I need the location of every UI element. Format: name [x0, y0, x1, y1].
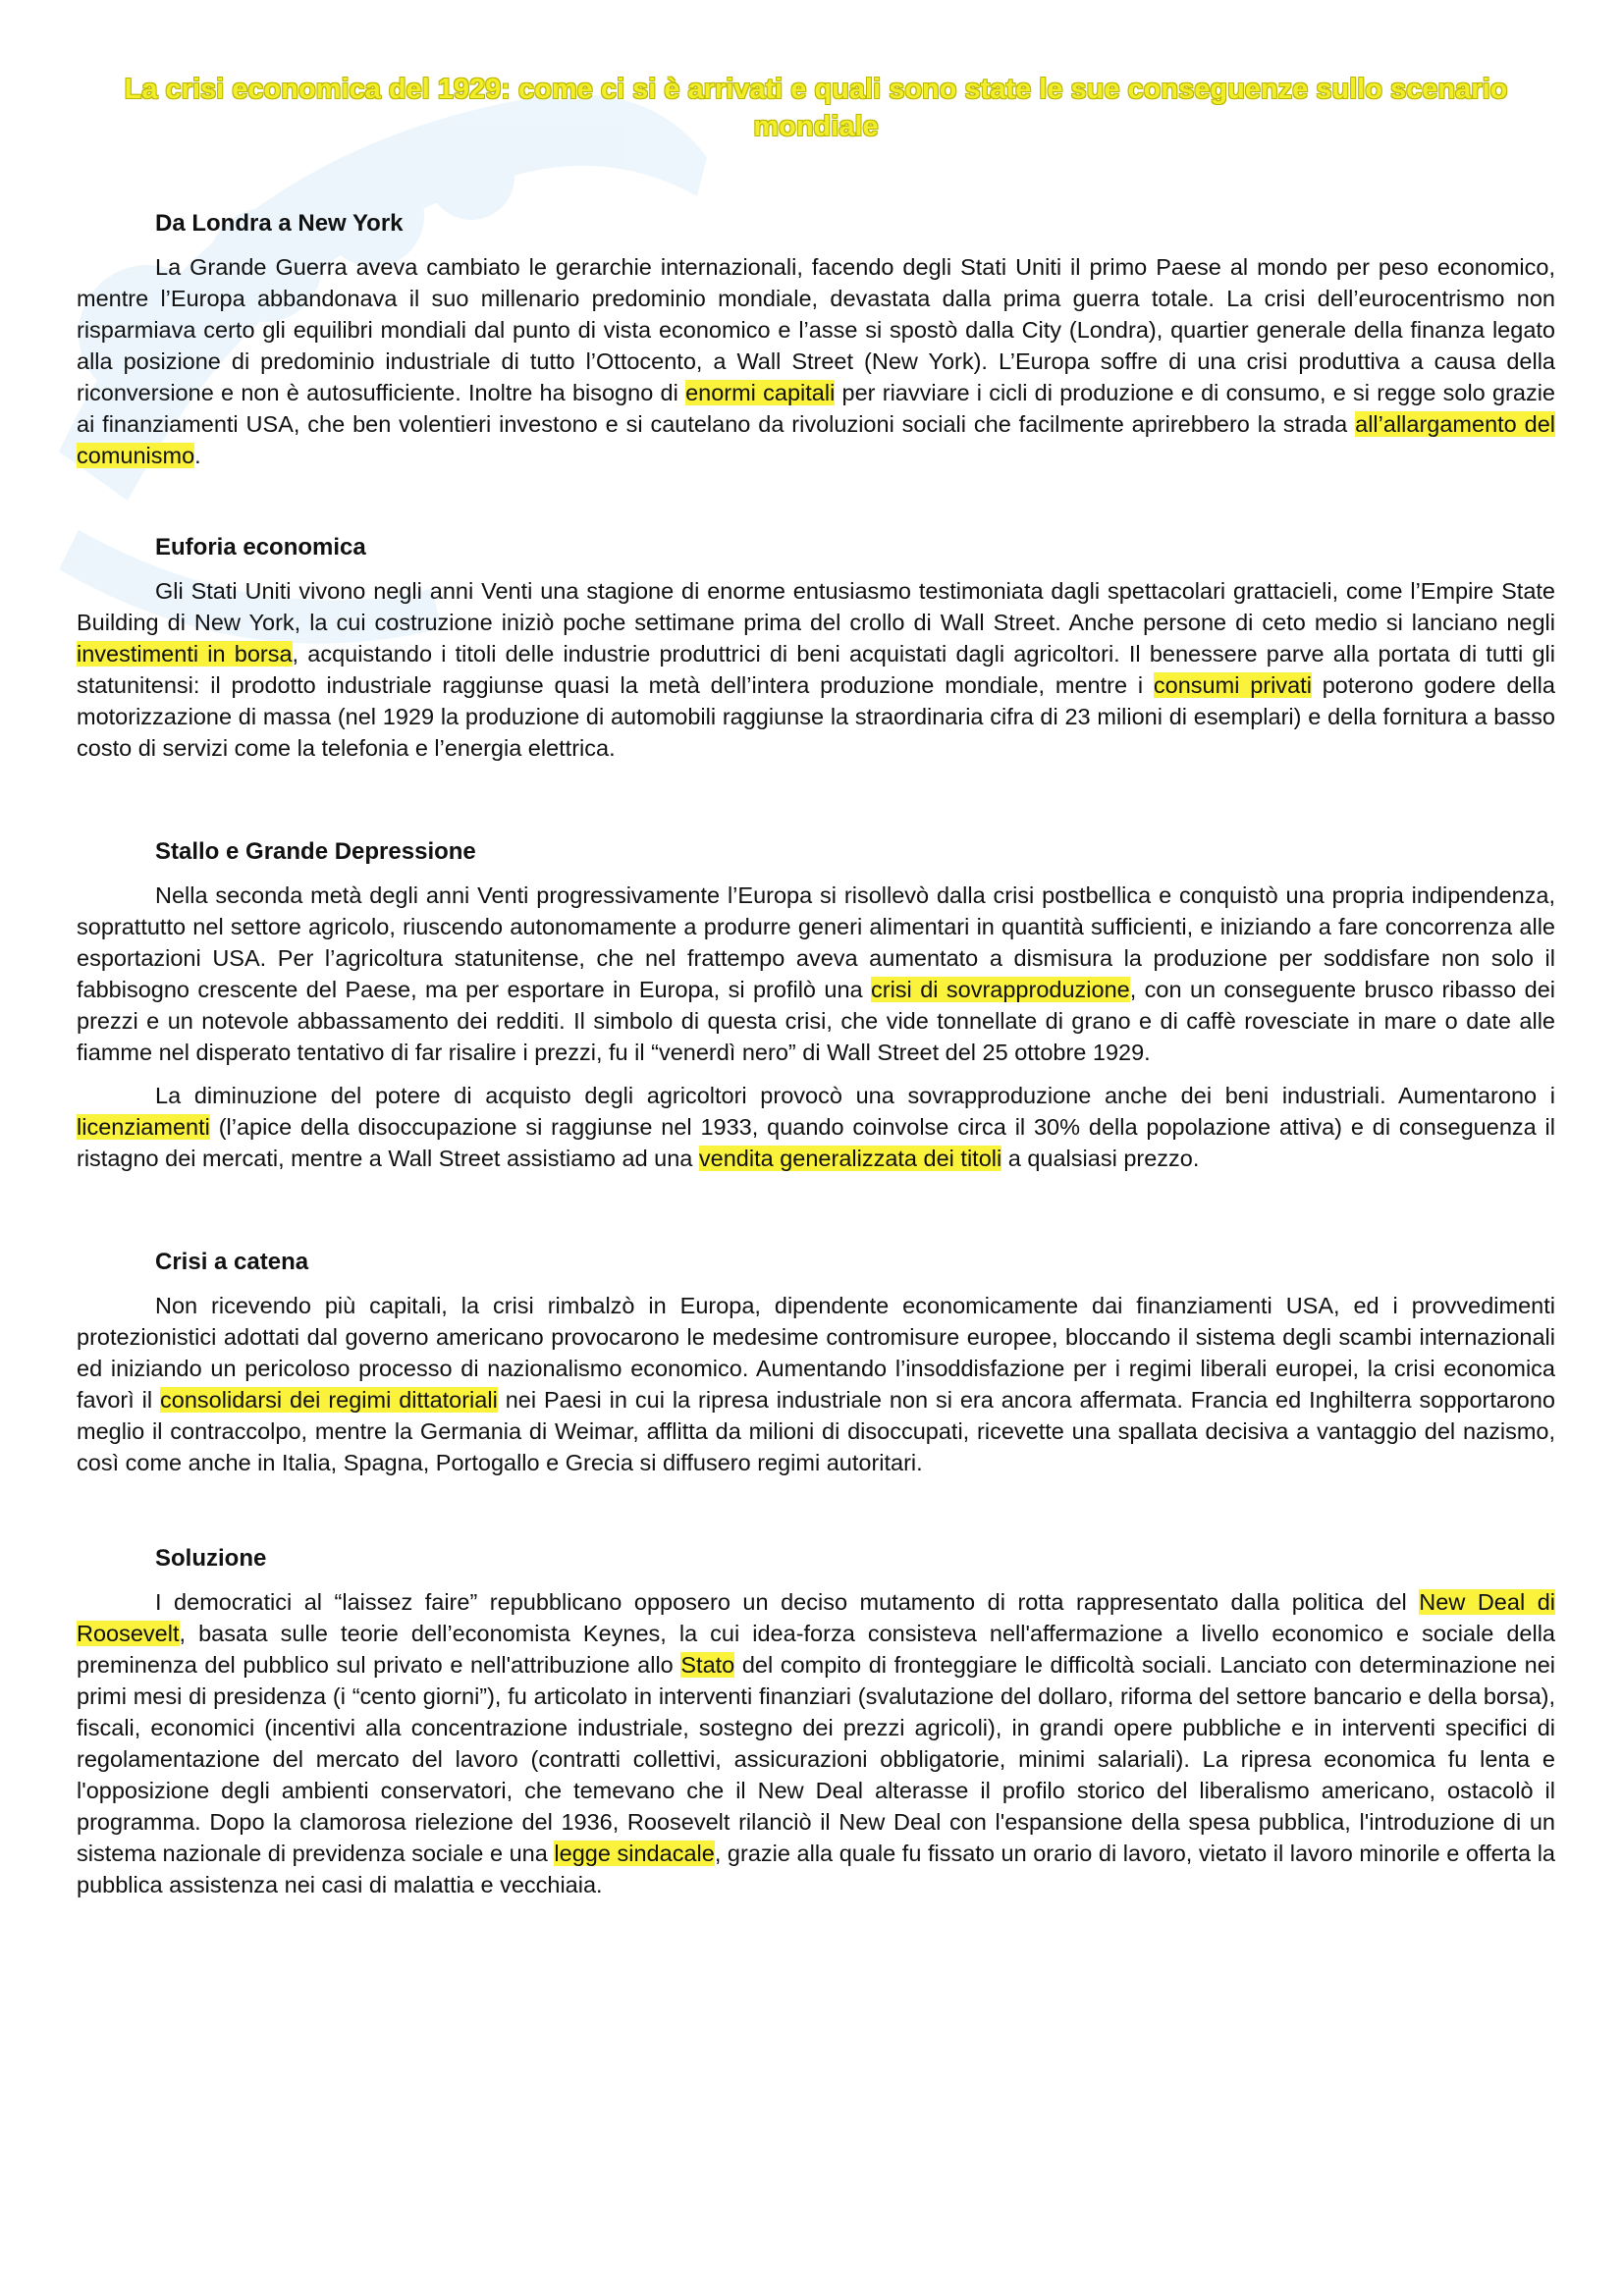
section-heading: Stallo e Grande Depressione [155, 838, 476, 865]
text-run: poterono godere della motorizzazione di massa (nel 1929 la produzione di automobili raggiunse la straordinaria cifra di 23 milioni di esemplari) e della fornitura a basso costo di servizi come la telefonia e l’energia elettrica. [77, 672, 1555, 761]
text-run: Non ricevendo più capitali, la crisi rimbalzò in Europa, dipendente economicamente dai finanziamenti USA, ed i provvedimenti protezionistici adottati dal governo americano provocarono le medesime contromisure europee, bloccando il sistema degli scambi internazionali ed iniziando un pericoloso processo di nazionalismo economico. Aumentando l’insoddisfazione per i regimi liberali europei, la crisi economica favorì il [77, 1293, 1555, 1413]
section-soluzione [77, 1543, 1555, 1900]
text-run: . [194, 443, 201, 468]
text-run: Gli Stati Uniti vivono negli anni Venti una stagione di enorme entusiasmo testimoniata dagli spettacolari grattacieli, come l’Empire State Building di New York, la cui costruzione iniziò poche settimane prima del crollo di Wall Street. Anche persone di ceto medio si lanciano negli [77, 578, 1555, 635]
text-run: , con un conseguente brusco ribasso dei prezzi e un notevole abbassamento dei redditi. Il simbolo di questa crisi, che vide tonnellate di grano e di caffè rovesciate in mare o date alle fiamme nel disperato tentativo di far risalire i prezzi, fu il “venerdì nero” di Wall Street del 25 ottobre 1929. [77, 977, 1555, 1065]
section-heading: Crisi a catena [155, 1249, 309, 1275]
section-crisi-a-catena [77, 1247, 1555, 1478]
text-run: , acquistando i titoli delle industrie produttrici di beni acquistati dagli agricoltori. Il benessere parve alla portata di tutti gli statunitensi: il prodotto industriale raggiunse quasi la metà dell’intera produzione mondiale, mentre i [77, 641, 1555, 698]
section-stallo [77, 836, 1555, 1174]
highlighted-text: investimenti in borsa [77, 641, 293, 667]
text-run: del compito di fronteggiare le difficoltà sociali. Lanciato con determinazione nei primi mesi di presidenza (i “cento giorni”), fu articolato in interventi finanziari (svalutazione del dollaro, riforma del settore bancario e della borsa), fiscali, economici (incentivi alla concentrazione industriale, sostegno dei prezzi agricoli), in grandi opere pubbliche e in interventi specifici di regolamentazione del mercato del lavoro (contratti collettivi, assicurazioni obbligatorie, minimi salariali). La ripresa economica fu lenta e l'opposizione degli ambienti conservatori, che temevano che il New Deal alterasse il profilo storico del liberalismo americano, ostacolò il programma. Dopo la clamorosa rielezione del 1936, Roosevelt rilanciò il New Deal con l'espansione della spesa pubblica, l'introduzione di un sistema nazionale di previdenza sociale e una [77, 1652, 1555, 1866]
highlighted-text: legge sindacale [554, 1841, 715, 1866]
paragraph [77, 575, 1555, 764]
document-title: La crisi economica del 1929: come ci si è arrivati e quali sono state le sue conseguenze sullo scenario mondiale [124, 74, 1508, 142]
paragraph [77, 1290, 1555, 1478]
text-run: (l’apice della disoccupazione si raggiunse nel 1933, quando coinvolse circa il 30% della popolazione attiva) e di conseguenza il ristagno dei mercati, mentre a Wall Street assistiamo ad una [77, 1114, 1555, 1171]
highlighted-text: consolidarsi dei regimi dittatoriali [160, 1387, 498, 1413]
highlighted-text: crisi di sovrapproduzione [871, 977, 1130, 1002]
section-da-londra [77, 208, 1555, 471]
highlighted-text: vendita generalizzata dei titoli [698, 1146, 1002, 1171]
highlighted-text: New Deal di Roosevelt [77, 1589, 1555, 1646]
text-run: per riavviare i cicli di produzione e di consumo, e si regge solo grazie ai finanziamenti USA, che ben volentieri investono e si cautelano da rivoluzioni sociali che facilmente aprirebbero la strada [77, 380, 1555, 437]
paragraph [77, 1586, 1555, 1900]
text-run: a qualsiasi prezzo. [1001, 1146, 1200, 1171]
text-run: La Grande Guerra aveva cambiato le gerarchie internazionali, facendo degli Stati Uniti il primo Paese al mondo per peso economico, mentre l’Europa abbandonava il suo millenario predominio mondiale, devastata dalla prima guerra totale. La crisi dell’eurocentrismo non risparmiava certo gli equilibri mondiali dal punto di vista economico e l’asse si spostò dalla City (Londra), quartier generale della finanza legato alla posizione di predominio industriale di tutto l’Ottocento, a Wall Street (New York). L’Europa soffre di una crisi produttiva a causa della riconversione e non è autosufficiente. Inoltre ha bisogno di [77, 254, 1555, 405]
highlighted-text: all’allargamento del comunismo [77, 411, 1555, 468]
text-run: , grazie alla quale fu fissato un orario di lavoro, vietato il lavoro minorile e offerta la pubblica assistenza nei casi di malattia e vecchiaia. [77, 1841, 1555, 1897]
highlighted-text: enormi capitali [685, 380, 836, 405]
document-page [77, 71, 1555, 1900]
highlighted-text: Stato [680, 1652, 735, 1678]
text-run: nei Paesi in cui la ripresa industriale non si era ancora affermata. Francia ed Inghilterra sopportarono meglio il contraccolpo, mentre la Germania di Weimar, afflitta da milioni di disoccupati, ricevette una spallata decisiva a vantaggio del nazismo, così come anche in Italia, Spagna, Portogallo e Grecia si diffusero regimi autoritari. [77, 1387, 1555, 1475]
text-run: Nella seconda metà degli anni Venti progressivamente l’Europa si risollevò dalla crisi postbellica e conquistò una propria indipendenza, soprattutto nel settore agricolo, riuscendo autonomamente a produrre generi alimentari in quantità sufficienti, e iniziando a fare concorrenza alle esportazioni USA. Per l’agricoltura statunitense, che nel frattempo aveva aumentato a dismisura la produzione per soddisfare non solo il fabbisogno crescente del Paese, ma per esportare in Europa, si profilò una [77, 882, 1555, 1002]
paragraph [77, 880, 1555, 1068]
text-run: I democratici al “laissez faire” repubblicano opposero un deciso mutamento di rotta rappresentato dalla politica del [155, 1589, 1420, 1615]
paragraph [77, 1080, 1555, 1174]
text-run: La diminuzione del potere di acquisto degli agricoltori provocò una sovrapproduzione anche dei beni industriali. Aumentarono i [155, 1083, 1555, 1108]
text-run: , basata sulle teorie dell’economista Keynes, la cui idea-forza consisteva nell'affermazione a livello economico e sociale della preminenza del pubblico sul privato e nell'attribuzione allo [77, 1621, 1555, 1678]
highlighted-text: licenziamenti [77, 1114, 210, 1140]
section-heading: Euforia economica [155, 534, 366, 561]
section-heading: Da Londra a New York [155, 210, 404, 237]
paragraph [77, 251, 1555, 471]
section-euforia [77, 532, 1555, 764]
highlighted-text: consumi privati [1153, 672, 1312, 698]
section-heading: Soluzione [155, 1545, 267, 1572]
